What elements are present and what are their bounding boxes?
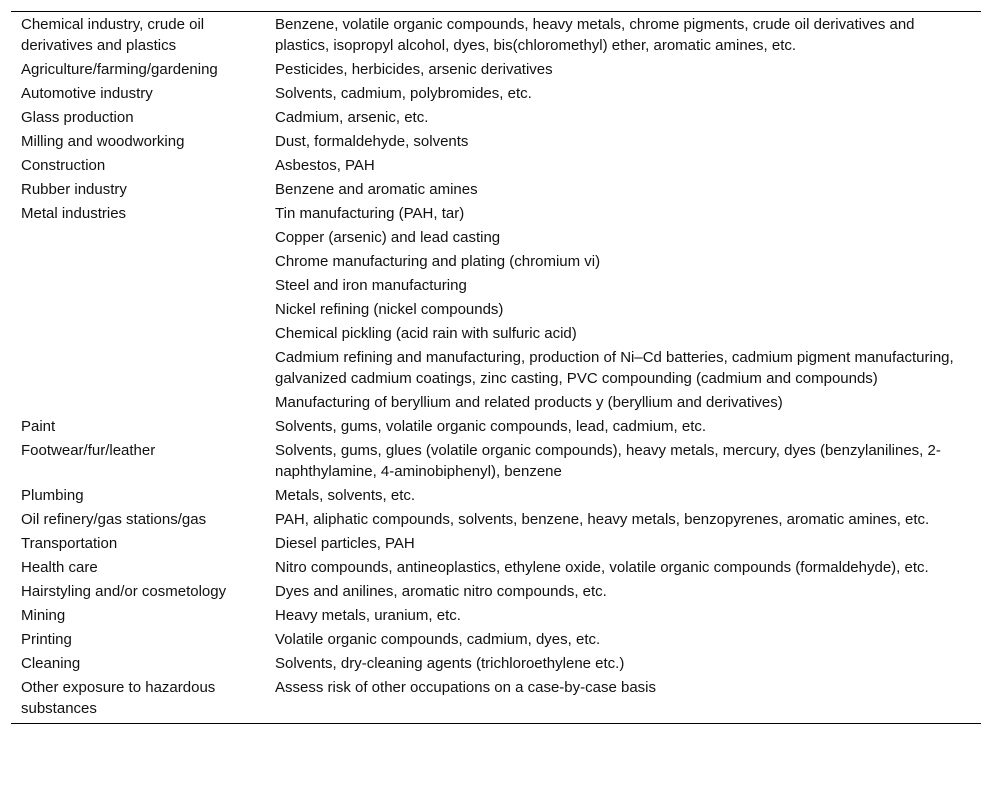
occupation-cell: Other exposure to hazardous substances	[21, 679, 216, 717]
occupation-cell: Automotive industry	[21, 85, 153, 102]
occupation-cell: Cleaning	[21, 655, 81, 672]
occupation-cell: Plumbing	[21, 487, 84, 504]
agents-cell: Dust, formaldehyde, solvents	[275, 133, 469, 150]
agents-cell: Cadmium refining and manufacturing, production of Ni–Cd batteries, cadmium pigment manufacturing, galvanized cadmium coatings, zinc casting, PVC compounding (cadmium and compounds)	[275, 349, 954, 387]
table-row	[11, 322, 981, 346]
occupation-cell: Construction	[21, 157, 106, 174]
table-row	[11, 580, 981, 604]
exposure-table	[11, 13, 981, 721]
table-row	[11, 58, 981, 82]
agents-cell: Chemical pickling (acid rain with sulfuric acid)	[275, 325, 577, 342]
agents-cell: Solvents, gums, glues (volatile organic compounds), heavy metals, mercury, dyes (benzylanilines, 2-naphthylamine, 4-aminobiphenyl), benzene	[275, 442, 941, 480]
agents-cell: Volatile organic compounds, cadmium, dyes, etc.	[275, 631, 601, 648]
agents-cell: Assess risk of other occupations on a case-by-case basis	[275, 679, 657, 696]
occupation-cell: Oil refinery/gas stations/gas	[21, 511, 207, 528]
agents-cell: Chrome manufacturing and plating (chromium vi)	[275, 253, 601, 270]
occupation-cell: Milling and woodworking	[21, 133, 185, 150]
agents-cell: Solvents, gums, volatile organic compounds, lead, cadmium, etc.	[275, 418, 707, 435]
agents-cell: Cadmium, arsenic, etc.	[275, 109, 429, 126]
table-row	[11, 439, 981, 484]
agents-cell: Benzene and aromatic amines	[275, 181, 478, 198]
agents-cell: PAH, aliphatic compounds, solvents, benzene, heavy metals, benzopyrenes, aromatic amines, etc.	[275, 511, 930, 528]
agents-cell: Benzene, volatile organic compounds, heavy metals, chrome pigments, crude oil derivatives and plastics, isopropyl alcohol, dyes, bis(chloromethyl) ether, aromatic amines, etc.	[275, 16, 915, 54]
table-row	[11, 250, 981, 274]
agents-cell: Dyes and anilines, aromatic nitro compounds, etc.	[275, 583, 607, 600]
occupation-cell	[11, 250, 265, 274]
agents-cell: Nitro compounds, antineoplastics, ethylene oxide, volatile organic compounds (formaldehyde), etc.	[275, 559, 929, 576]
occupation-cell: Metal industries	[21, 205, 127, 222]
table-row	[11, 484, 981, 508]
table-row	[11, 178, 981, 202]
table-row	[11, 82, 981, 106]
occupation-cell: Mining	[21, 607, 66, 624]
table-row	[11, 130, 981, 154]
occupation-cell	[11, 274, 265, 298]
agents-cell: Solvents, dry-cleaning agents (trichloroethylene etc.)	[275, 655, 625, 672]
occupation-cell: Agriculture/farming/gardening	[21, 61, 218, 78]
table-row	[11, 106, 981, 130]
table-row	[11, 391, 981, 415]
agents-cell: Solvents, cadmium, polybromides, etc.	[275, 85, 532, 102]
agents-cell: Tin manufacturing (PAH, tar)	[275, 205, 465, 222]
occupational-exposure-table	[11, 11, 981, 724]
table-body	[11, 13, 981, 721]
table-row	[11, 346, 981, 391]
agents-cell: Metals, solvents, etc.	[275, 487, 416, 504]
table-row	[11, 628, 981, 652]
occupation-cell: Health care	[21, 559, 98, 576]
table-row	[11, 532, 981, 556]
table-row	[11, 13, 981, 58]
table-row	[11, 202, 981, 226]
occupation-cell	[11, 298, 265, 322]
table-row	[11, 154, 981, 178]
agents-cell: Diesel particles, PAH	[275, 535, 415, 552]
table-row	[11, 226, 981, 250]
occupation-cell	[11, 391, 265, 415]
table-row	[11, 604, 981, 628]
agents-cell: Steel and iron manufacturing	[275, 277, 467, 294]
occupation-cell: Hairstyling and/or cosmetology	[21, 583, 227, 600]
table-row	[11, 652, 981, 676]
occupation-cell	[11, 226, 265, 250]
table-row	[11, 676, 981, 721]
occupation-cell: Printing	[21, 631, 72, 648]
occupation-cell: Paint	[21, 418, 56, 435]
table-row	[11, 508, 981, 532]
occupation-cell	[11, 346, 265, 391]
occupation-cell: Chemical industry, crude oil derivatives and plastics	[21, 16, 205, 54]
occupation-cell: Glass production	[21, 109, 134, 126]
agents-cell: Nickel refining (nickel compounds)	[275, 301, 504, 318]
occupation-cell: Footwear/fur/leather	[21, 442, 156, 459]
table-row	[11, 556, 981, 580]
occupation-cell	[11, 322, 265, 346]
table-row	[11, 274, 981, 298]
occupation-cell: Transportation	[21, 535, 118, 552]
table-row	[11, 298, 981, 322]
occupation-cell: Rubber industry	[21, 181, 127, 198]
agents-cell: Heavy metals, uranium, etc.	[275, 607, 461, 624]
agents-cell: Pesticides, herbicides, arsenic derivatives	[275, 61, 553, 78]
agents-cell: Manufacturing of beryllium and related products y (beryllium and derivatives)	[275, 394, 783, 411]
table-row	[11, 415, 981, 439]
agents-cell: Asbestos, PAH	[275, 157, 375, 174]
agents-cell: Copper (arsenic) and lead casting	[275, 229, 501, 246]
